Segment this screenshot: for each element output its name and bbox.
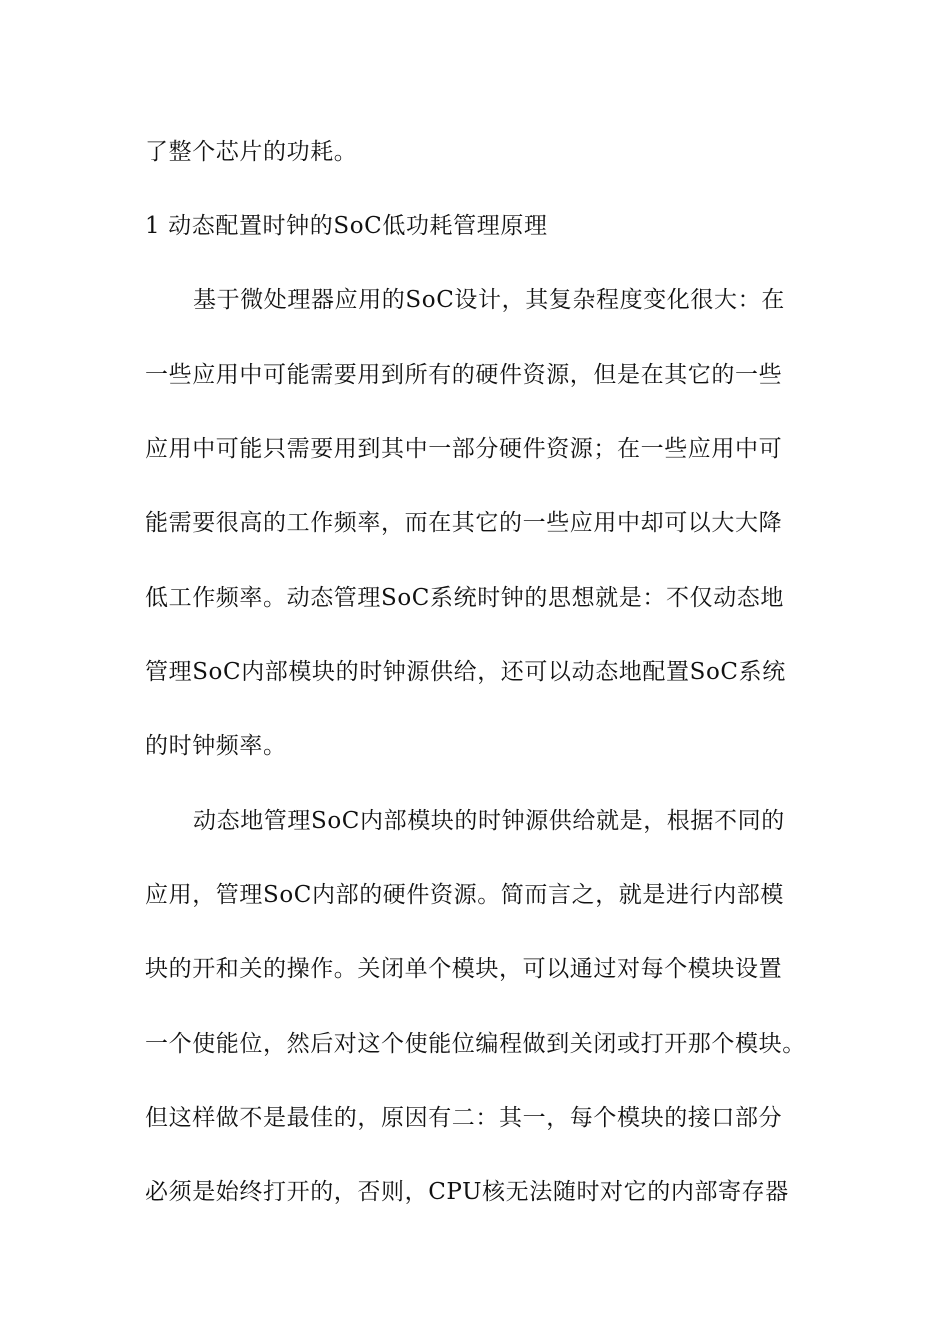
paragraph-line: 低工作频率。动态管理SoC系统时钟的思想就是：不仅动态地	[145, 585, 785, 611]
paragraph-line: 必须是始终打开的，否则，CPU核无法随时对它的内部寄存器	[145, 1179, 789, 1205]
paragraph-line: 块的开和关的操作。关闭单个模块，可以通过对每个模块设置	[145, 956, 783, 982]
paragraph-line: 一个使能位，然后对这个使能位编程做到关闭或打开那个模块。	[145, 1031, 806, 1057]
paragraph-line: 管理SoC内部模块的时钟源供给，还可以动态地配置SoC系统	[145, 659, 786, 685]
paragraph-line: 的时钟频率。	[145, 733, 287, 759]
text-line: 了整个芯片的功耗。	[145, 139, 358, 165]
paragraph-line: 基于微处理器应用的SoC设计，其复杂程度变化很大：在	[193, 287, 785, 313]
paragraph-line: 但这样做不是最佳的，原因有二：其一，每个模块的接口部分	[145, 1105, 783, 1131]
paragraph-line: 一些应用中可能需要用到所有的硬件资源，但是在其它的一些	[145, 362, 783, 388]
paragraph-line: 能需要很高的工作频率，而在其它的一些应用中却可以大大降	[145, 510, 783, 536]
paragraph-line: 应用，管理SoC内部的硬件资源。简而言之，就是进行内部模	[145, 882, 785, 908]
section-heading: 1 动态配置时钟的SoC低功耗管理原理	[145, 213, 548, 239]
paragraph-line: 动态地管理SoC内部模块的时钟源供给就是，根据不同的	[193, 808, 785, 834]
paragraph-line: 应用中可能只需要用到其中一部分硬件资源；在一些应用中可	[145, 436, 783, 462]
